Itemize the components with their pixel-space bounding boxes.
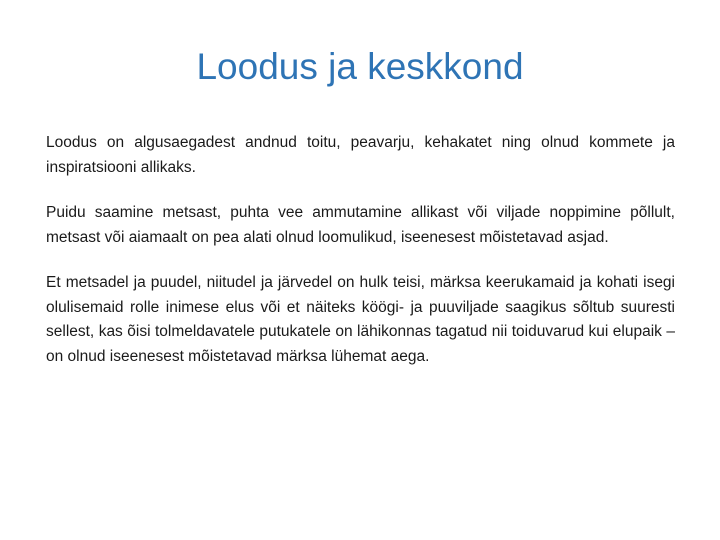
slide-title: Loodus ja keskkond [196, 46, 524, 87]
paragraph-2: Puidu saamine metsast, puhta vee ammutamine allikast või viljade noppimine põllult, metsast või aiamaalt on pea alati olnud loomulikud, iseenesest mõistetavad asjad. [46, 204, 675, 246]
paragraph-3: Et metsadel ja puudel, niitudel ja järvedel on hulk teisi, märksa keerukamaid ja kohati isegi olulisemaid rolle inimese elus või et näiteks köögi- ja puuviljade saagikus sõltub suuresti sellest, kas õisi tolmeldavatele putukatele on lähikonnas tagatud nii toiduvarud kui elupaik – on olnud iseenesest mõistetavad märksa lühemat aega. [46, 274, 675, 365]
slide-body [46, 131, 675, 390]
paragraph-1: Loodus on algusaegadest andnud toitu, peavarju, kehakatet ning olnud kommete ja inspiratsiooni allikaks. [46, 134, 675, 176]
